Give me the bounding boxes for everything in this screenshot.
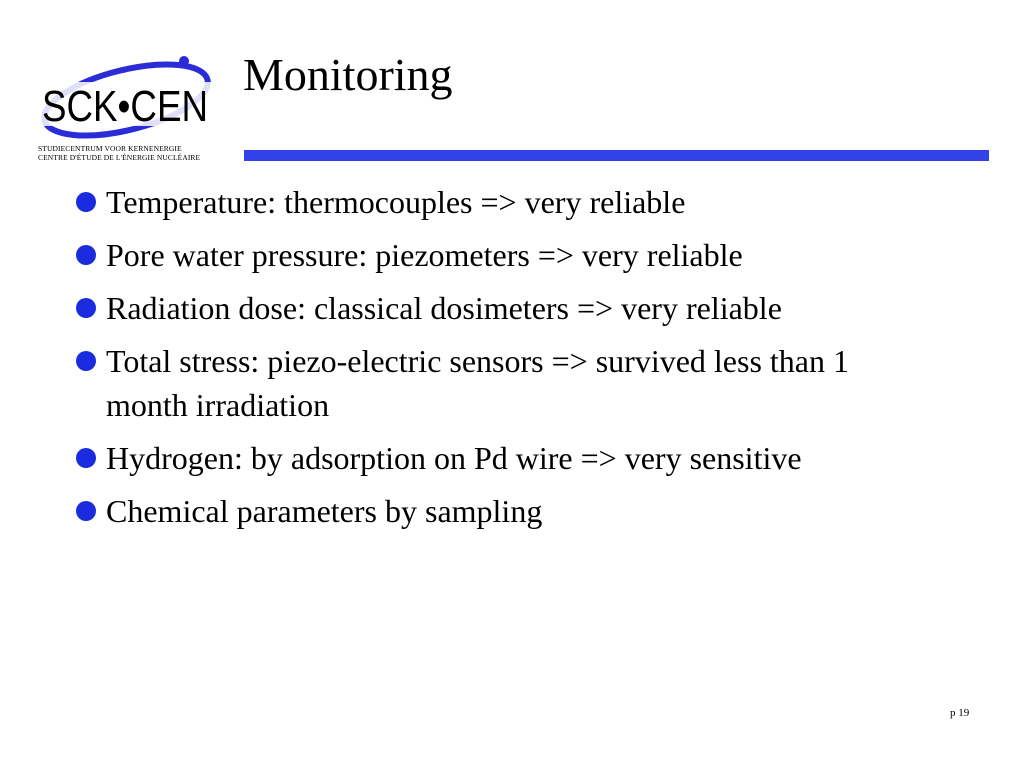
logo-subtitle-french: CENTRE D'ÉTUDE DE L'ÉNERGIE NUCLÉAIRE <box>38 153 201 162</box>
bullet-text: Radiation dose: classical dosimeters => very reliable <box>106 290 782 326</box>
bullet-text: Chemical parameters by sampling <box>106 493 543 529</box>
bullet-item <box>74 286 904 330</box>
page-number: p 19 <box>950 707 970 719</box>
bullet-list <box>74 180 904 542</box>
bullet-item <box>74 489 904 533</box>
bullet-item <box>74 339 904 427</box>
bullet-item <box>74 180 904 224</box>
bullet-text: Hydrogen: by adsorption on Pd wire => very sensitive <box>106 440 802 476</box>
bullet-dot-icon <box>76 501 96 521</box>
bullet-text: Total stress: piezo-electric sensors => survived less than 1 month irradiation <box>106 343 849 423</box>
bullet-dot-icon <box>76 192 96 212</box>
bullet-dot-icon <box>76 298 96 318</box>
title-underline-bar <box>244 150 989 161</box>
bullet-dot-icon <box>76 245 96 265</box>
bullet-item <box>74 233 904 277</box>
bullet-text: Temperature: thermocouples => very reliable <box>106 184 686 220</box>
sck-cen-logo <box>34 52 218 164</box>
bullet-dot-icon <box>76 448 96 468</box>
bullet-dot-icon <box>76 351 96 371</box>
logo-dot <box>179 56 189 66</box>
bullet-text: Pore water pressure: piezometers => very reliable <box>106 237 743 273</box>
logo-subtitle-dutch: STUDIECENTRUM VOOR KERNENERGIE <box>38 144 182 153</box>
bullet-item <box>74 436 904 480</box>
slide-title: Monitoring <box>243 49 453 100</box>
logo-wordmark: SCK•CEN <box>42 82 208 131</box>
logo-graphic <box>34 52 218 144</box>
